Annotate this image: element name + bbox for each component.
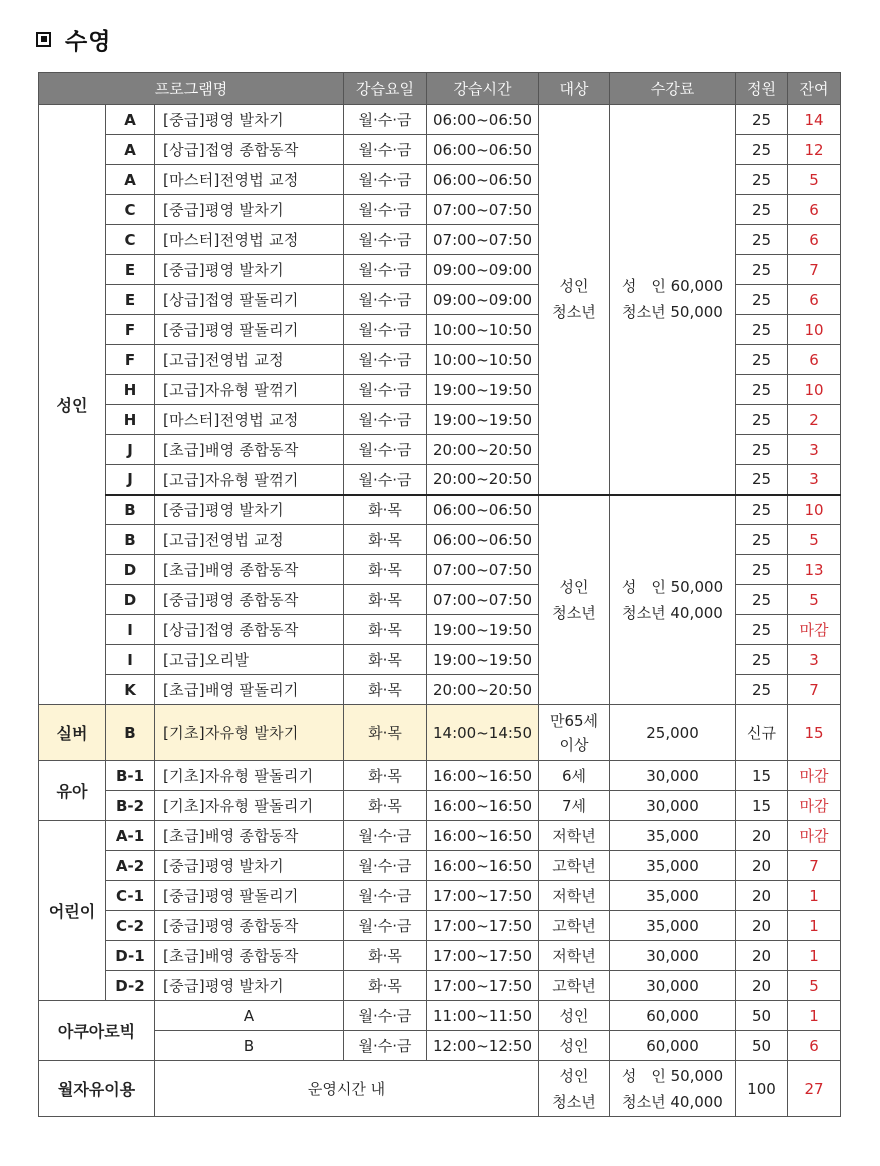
program-name: [중급]평영 팔돌리기 [155, 881, 344, 911]
class-code: K [106, 675, 155, 705]
class-day: 화·목 [344, 971, 427, 1001]
class-day: 월·수·금 [344, 405, 427, 435]
target-cell-line: 성인 [559, 277, 589, 296]
class-code: D-1 [106, 941, 155, 971]
capacity: 20 [736, 881, 788, 911]
class-code: C-2 [106, 911, 155, 941]
capacity: 25 [736, 495, 788, 525]
target-cell: 고학년 [539, 851, 610, 881]
header-target: 대상 [539, 73, 610, 105]
category-kids: 어린이 [39, 821, 106, 1001]
program-name: [마스터]전영법 교정 [155, 225, 344, 255]
class-code: D [106, 555, 155, 585]
remaining: 5 [788, 165, 841, 195]
class-time: 19:00~19:50 [427, 645, 539, 675]
class-code: B [106, 495, 155, 525]
capacity: 20 [736, 971, 788, 1001]
remaining: 6 [788, 225, 841, 255]
capacity: 100 [736, 1061, 788, 1117]
class-time: 10:00~10:50 [427, 315, 539, 345]
program-name: [상급]접영 종합동작 [155, 615, 344, 645]
class-day: 화·목 [344, 705, 427, 761]
class-time: 06:00~06:50 [427, 165, 539, 195]
table-row [39, 911, 841, 941]
program-name: [초급]배영 종합동작 [155, 555, 344, 585]
class-time: 06:00~06:50 [427, 525, 539, 555]
capacity: 25 [736, 105, 788, 135]
swimming-schedule-table [38, 72, 841, 1117]
remaining: 6 [788, 195, 841, 225]
target-cell [539, 1061, 610, 1117]
capacity: 25 [736, 225, 788, 255]
target-cell: 성인 [539, 1031, 610, 1061]
remaining: 6 [788, 345, 841, 375]
remaining: 7 [788, 675, 841, 705]
class-time: 20:00~20:50 [427, 675, 539, 705]
program-name: [상급]접영 종합동작 [155, 135, 344, 165]
fee-cell-line: 성 인 50,000 [621, 577, 724, 596]
target-cell: 고학년 [539, 911, 610, 941]
class-day: 월·수·금 [344, 1001, 427, 1031]
fee-cell [610, 495, 736, 705]
remaining: 14 [788, 105, 841, 135]
class-code: B [106, 525, 155, 555]
header-time: 강습시간 [427, 73, 539, 105]
program-name: [중급]평영 발차기 [155, 851, 344, 881]
remaining: 7 [788, 255, 841, 285]
fee-cell: 30,000 [610, 761, 736, 791]
fee-cell: 35,000 [610, 881, 736, 911]
class-day: 화·목 [344, 555, 427, 585]
class-code: H [106, 405, 155, 435]
class-time: 17:00~17:50 [427, 971, 539, 1001]
capacity: 25 [736, 375, 788, 405]
program-name: [마스터]전영법 교정 [155, 165, 344, 195]
class-day: 월·수·금 [344, 435, 427, 465]
fee-cell: 25,000 [610, 705, 736, 761]
class-day: 월·수·금 [344, 821, 427, 851]
class-time: 10:00~10:50 [427, 345, 539, 375]
header-row [39, 73, 841, 105]
target-cell: 고학년 [539, 971, 610, 1001]
category-silver: 실버 [39, 705, 106, 761]
program-name: [고급]전영법 교정 [155, 525, 344, 555]
remaining: 6 [788, 285, 841, 315]
class-time: 17:00~17:50 [427, 941, 539, 971]
program-name: [중급]평영 종합동작 [155, 911, 344, 941]
fee-cell: 35,000 [610, 851, 736, 881]
class-code: C [106, 225, 155, 255]
remaining: 5 [788, 971, 841, 1001]
class-time: 16:00~16:50 [427, 791, 539, 821]
remaining: 3 [788, 645, 841, 675]
class-code: D [106, 585, 155, 615]
class-code: E [106, 285, 155, 315]
class-code: B [106, 705, 155, 761]
class-day: 화·목 [344, 585, 427, 615]
program-name: [고급]자유형 팔꺾기 [155, 375, 344, 405]
capacity: 20 [736, 941, 788, 971]
fee-cell-line: 성 인 60,000 [621, 277, 724, 296]
class-day: 월·수·금 [344, 465, 427, 495]
target-cell: 저학년 [539, 821, 610, 851]
table-row [39, 761, 841, 791]
class-code: B-1 [106, 761, 155, 791]
class-time: 07:00~07:50 [427, 555, 539, 585]
class-day: 월·수·금 [344, 345, 427, 375]
remaining: 12 [788, 135, 841, 165]
capacity: 15 [736, 791, 788, 821]
class-time: 16:00~16:50 [427, 821, 539, 851]
fee-cell: 30,000 [610, 941, 736, 971]
header-remaining: 잔여 [788, 73, 841, 105]
capacity: 25 [736, 405, 788, 435]
table-row [39, 1001, 841, 1031]
program-name: [중급]평영 발차기 [155, 255, 344, 285]
target-cell [539, 705, 610, 761]
class-day: 월·수·금 [344, 165, 427, 195]
target-cell-line: 성인 [559, 1066, 589, 1085]
program-name: [고급]전영법 교정 [155, 345, 344, 375]
table-row [39, 821, 841, 851]
header-fee: 수강료 [610, 73, 736, 105]
class-day: 화·목 [344, 675, 427, 705]
capacity: 25 [736, 525, 788, 555]
class-code: J [106, 435, 155, 465]
fee-cell: 30,000 [610, 971, 736, 1001]
target-cell: 저학년 [539, 941, 610, 971]
class-time: 06:00~06:50 [427, 135, 539, 165]
target-cell [539, 495, 610, 705]
program-name: [중급]평영 발차기 [155, 105, 344, 135]
remaining: 15 [788, 705, 841, 761]
remaining: 7 [788, 851, 841, 881]
table-row [39, 881, 841, 911]
target-cell [539, 105, 610, 495]
program-name: [기초]자유형 발차기 [155, 705, 344, 761]
remaining: 마감 [788, 821, 841, 851]
program-name: [기초]자유형 팔돌리기 [155, 791, 344, 821]
class-code: C-1 [106, 881, 155, 911]
target-cell-line: 청소년 [552, 303, 596, 322]
class-time: 09:00~09:00 [427, 285, 539, 315]
class-time: 06:00~06:50 [427, 495, 539, 525]
target-cell-line: 이상 [559, 735, 589, 754]
remaining: 1 [788, 881, 841, 911]
class-time: 07:00~07:50 [427, 225, 539, 255]
remaining: 1 [788, 941, 841, 971]
class-code: J [106, 465, 155, 495]
header-day: 강습요일 [344, 73, 427, 105]
capacity: 25 [736, 585, 788, 615]
remaining: 마감 [788, 761, 841, 791]
class-day: 화·목 [344, 761, 427, 791]
class-code: C [106, 195, 155, 225]
capacity: 25 [736, 675, 788, 705]
program-name: [기초]자유형 팔돌리기 [155, 761, 344, 791]
class-code: I [106, 645, 155, 675]
remaining: 5 [788, 585, 841, 615]
program-name: [초급]배영 팔돌리기 [155, 675, 344, 705]
class-day: 월·수·금 [344, 881, 427, 911]
header-program: 프로그램명 [39, 73, 344, 105]
fee-cell: 60,000 [610, 1001, 736, 1031]
program-name: [중급]평영 종합동작 [155, 585, 344, 615]
class-time: 11:00~11:50 [427, 1001, 539, 1031]
class-day: 월·수·금 [344, 195, 427, 225]
capacity: 25 [736, 255, 788, 285]
table-row [39, 851, 841, 881]
capacity: 20 [736, 821, 788, 851]
remaining: 1 [788, 1001, 841, 1031]
capacity: 25 [736, 645, 788, 675]
class-day: 월·수·금 [344, 375, 427, 405]
capacity: 25 [736, 465, 788, 495]
class-code: I [106, 615, 155, 645]
target-cell: 7세 [539, 791, 610, 821]
table-row [39, 105, 841, 135]
capacity: 20 [736, 911, 788, 941]
capacity: 15 [736, 761, 788, 791]
class-code: A [155, 1001, 344, 1031]
remaining: 10 [788, 315, 841, 345]
class-time: 09:00~09:00 [427, 255, 539, 285]
class-code: A [106, 105, 155, 135]
target-cell: 6세 [539, 761, 610, 791]
class-code: H [106, 375, 155, 405]
page-title [36, 22, 111, 56]
table-row [39, 1031, 841, 1061]
class-time: 19:00~19:50 [427, 375, 539, 405]
class-day: 화·목 [344, 615, 427, 645]
program-name: [고급]오리발 [155, 645, 344, 675]
class-day: 월·수·금 [344, 105, 427, 135]
category-aqua: 아쿠아로빅 [39, 1001, 155, 1061]
program-name: [마스터]전영법 교정 [155, 405, 344, 435]
class-day: 월·수·금 [344, 911, 427, 941]
target-cell-line: 청소년 [552, 603, 596, 622]
capacity: 25 [736, 615, 788, 645]
remaining: 27 [788, 1061, 841, 1117]
free-desc: 운영시간 내 [155, 1061, 539, 1117]
remaining: 5 [788, 525, 841, 555]
class-time: 16:00~16:50 [427, 851, 539, 881]
capacity: 25 [736, 285, 788, 315]
program-name: [초급]배영 종합동작 [155, 821, 344, 851]
capacity: 25 [736, 555, 788, 585]
fee-cell-line: 청소년 40,000 [622, 603, 723, 622]
capacity: 25 [736, 345, 788, 375]
table-row [39, 705, 841, 761]
remaining: 3 [788, 435, 841, 465]
class-day: 월·수·금 [344, 1031, 427, 1061]
class-time: 06:00~06:50 [427, 105, 539, 135]
program-name: [중급]평영 발차기 [155, 195, 344, 225]
class-time: 20:00~20:50 [427, 435, 539, 465]
remaining: 3 [788, 465, 841, 495]
class-time: 07:00~07:50 [427, 585, 539, 615]
fee-cell-line: 청소년 40,000 [622, 1092, 723, 1111]
table-row [39, 495, 841, 525]
class-day: 화·목 [344, 525, 427, 555]
class-code: F [106, 315, 155, 345]
class-day: 화·목 [344, 791, 427, 821]
target-cell-line: 청소년 [552, 1092, 596, 1111]
target-cell: 성인 [539, 1001, 610, 1031]
capacity: 25 [736, 135, 788, 165]
fee-cell: 60,000 [610, 1031, 736, 1061]
class-day: 화·목 [344, 495, 427, 525]
capacity: 신규 [736, 705, 788, 761]
class-code: D-2 [106, 971, 155, 1001]
remaining: 6 [788, 1031, 841, 1061]
class-day: 월·수·금 [344, 315, 427, 345]
class-day: 화·목 [344, 941, 427, 971]
table-row [39, 1061, 841, 1117]
class-day: 월·수·금 [344, 135, 427, 165]
fee-cell: 35,000 [610, 821, 736, 851]
remaining: 2 [788, 405, 841, 435]
class-code: A-1 [106, 821, 155, 851]
program-name: [상급]접영 팔돌리기 [155, 285, 344, 315]
category-adult: 성인 [39, 105, 106, 705]
class-code: B-2 [106, 791, 155, 821]
fee-cell [610, 105, 736, 495]
fee-cell-line: 청소년 50,000 [622, 303, 723, 322]
table-row [39, 791, 841, 821]
program-name: [중급]평영 팔돌리기 [155, 315, 344, 345]
capacity: 25 [736, 435, 788, 465]
title-text: 수영 [65, 28, 112, 55]
class-code: F [106, 345, 155, 375]
capacity: 50 [736, 1001, 788, 1031]
capacity: 25 [736, 195, 788, 225]
class-code: A [106, 165, 155, 195]
capacity: 50 [736, 1031, 788, 1061]
square-bullet-icon [36, 32, 51, 47]
category-toddler: 유아 [39, 761, 106, 821]
remaining: 마감 [788, 791, 841, 821]
program-name: [초급]배영 종합동작 [155, 435, 344, 465]
table-row [39, 971, 841, 1001]
header-capacity: 정원 [736, 73, 788, 105]
class-time: 19:00~19:50 [427, 405, 539, 435]
program-name: [중급]평영 발차기 [155, 971, 344, 1001]
class-day: 월·수·금 [344, 225, 427, 255]
program-name: [초급]배영 종합동작 [155, 941, 344, 971]
fee-cell-line: 성 인 50,000 [621, 1066, 724, 1085]
class-time: 20:00~20:50 [427, 465, 539, 495]
remaining: 10 [788, 495, 841, 525]
remaining: 10 [788, 375, 841, 405]
fee-cell: 35,000 [610, 911, 736, 941]
capacity: 20 [736, 851, 788, 881]
capacity: 25 [736, 315, 788, 345]
class-code: A [106, 135, 155, 165]
capacity: 25 [736, 165, 788, 195]
category-free: 월자유이용 [39, 1061, 155, 1117]
fee-cell [610, 1061, 736, 1117]
class-code: A-2 [106, 851, 155, 881]
remaining: 1 [788, 911, 841, 941]
class-code: E [106, 255, 155, 285]
target-cell-line: 만65세 [549, 711, 599, 730]
class-time: 16:00~16:50 [427, 761, 539, 791]
class-day: 월·수·금 [344, 851, 427, 881]
class-time: 12:00~12:50 [427, 1031, 539, 1061]
remaining: 13 [788, 555, 841, 585]
class-time: 19:00~19:50 [427, 615, 539, 645]
program-name: [중급]평영 발차기 [155, 495, 344, 525]
remaining: 마감 [788, 615, 841, 645]
table-row [39, 941, 841, 971]
program-name: [고급]자유형 팔꺾기 [155, 465, 344, 495]
class-time: 17:00~17:50 [427, 881, 539, 911]
class-code: B [155, 1031, 344, 1061]
class-time: 14:00~14:50 [427, 705, 539, 761]
class-time: 17:00~17:50 [427, 911, 539, 941]
class-day: 화·목 [344, 645, 427, 675]
class-day: 월·수·금 [344, 285, 427, 315]
target-cell-line: 성인 [559, 577, 589, 596]
target-cell: 저학년 [539, 881, 610, 911]
class-time: 07:00~07:50 [427, 195, 539, 225]
fee-cell: 30,000 [610, 791, 736, 821]
class-day: 월·수·금 [344, 255, 427, 285]
